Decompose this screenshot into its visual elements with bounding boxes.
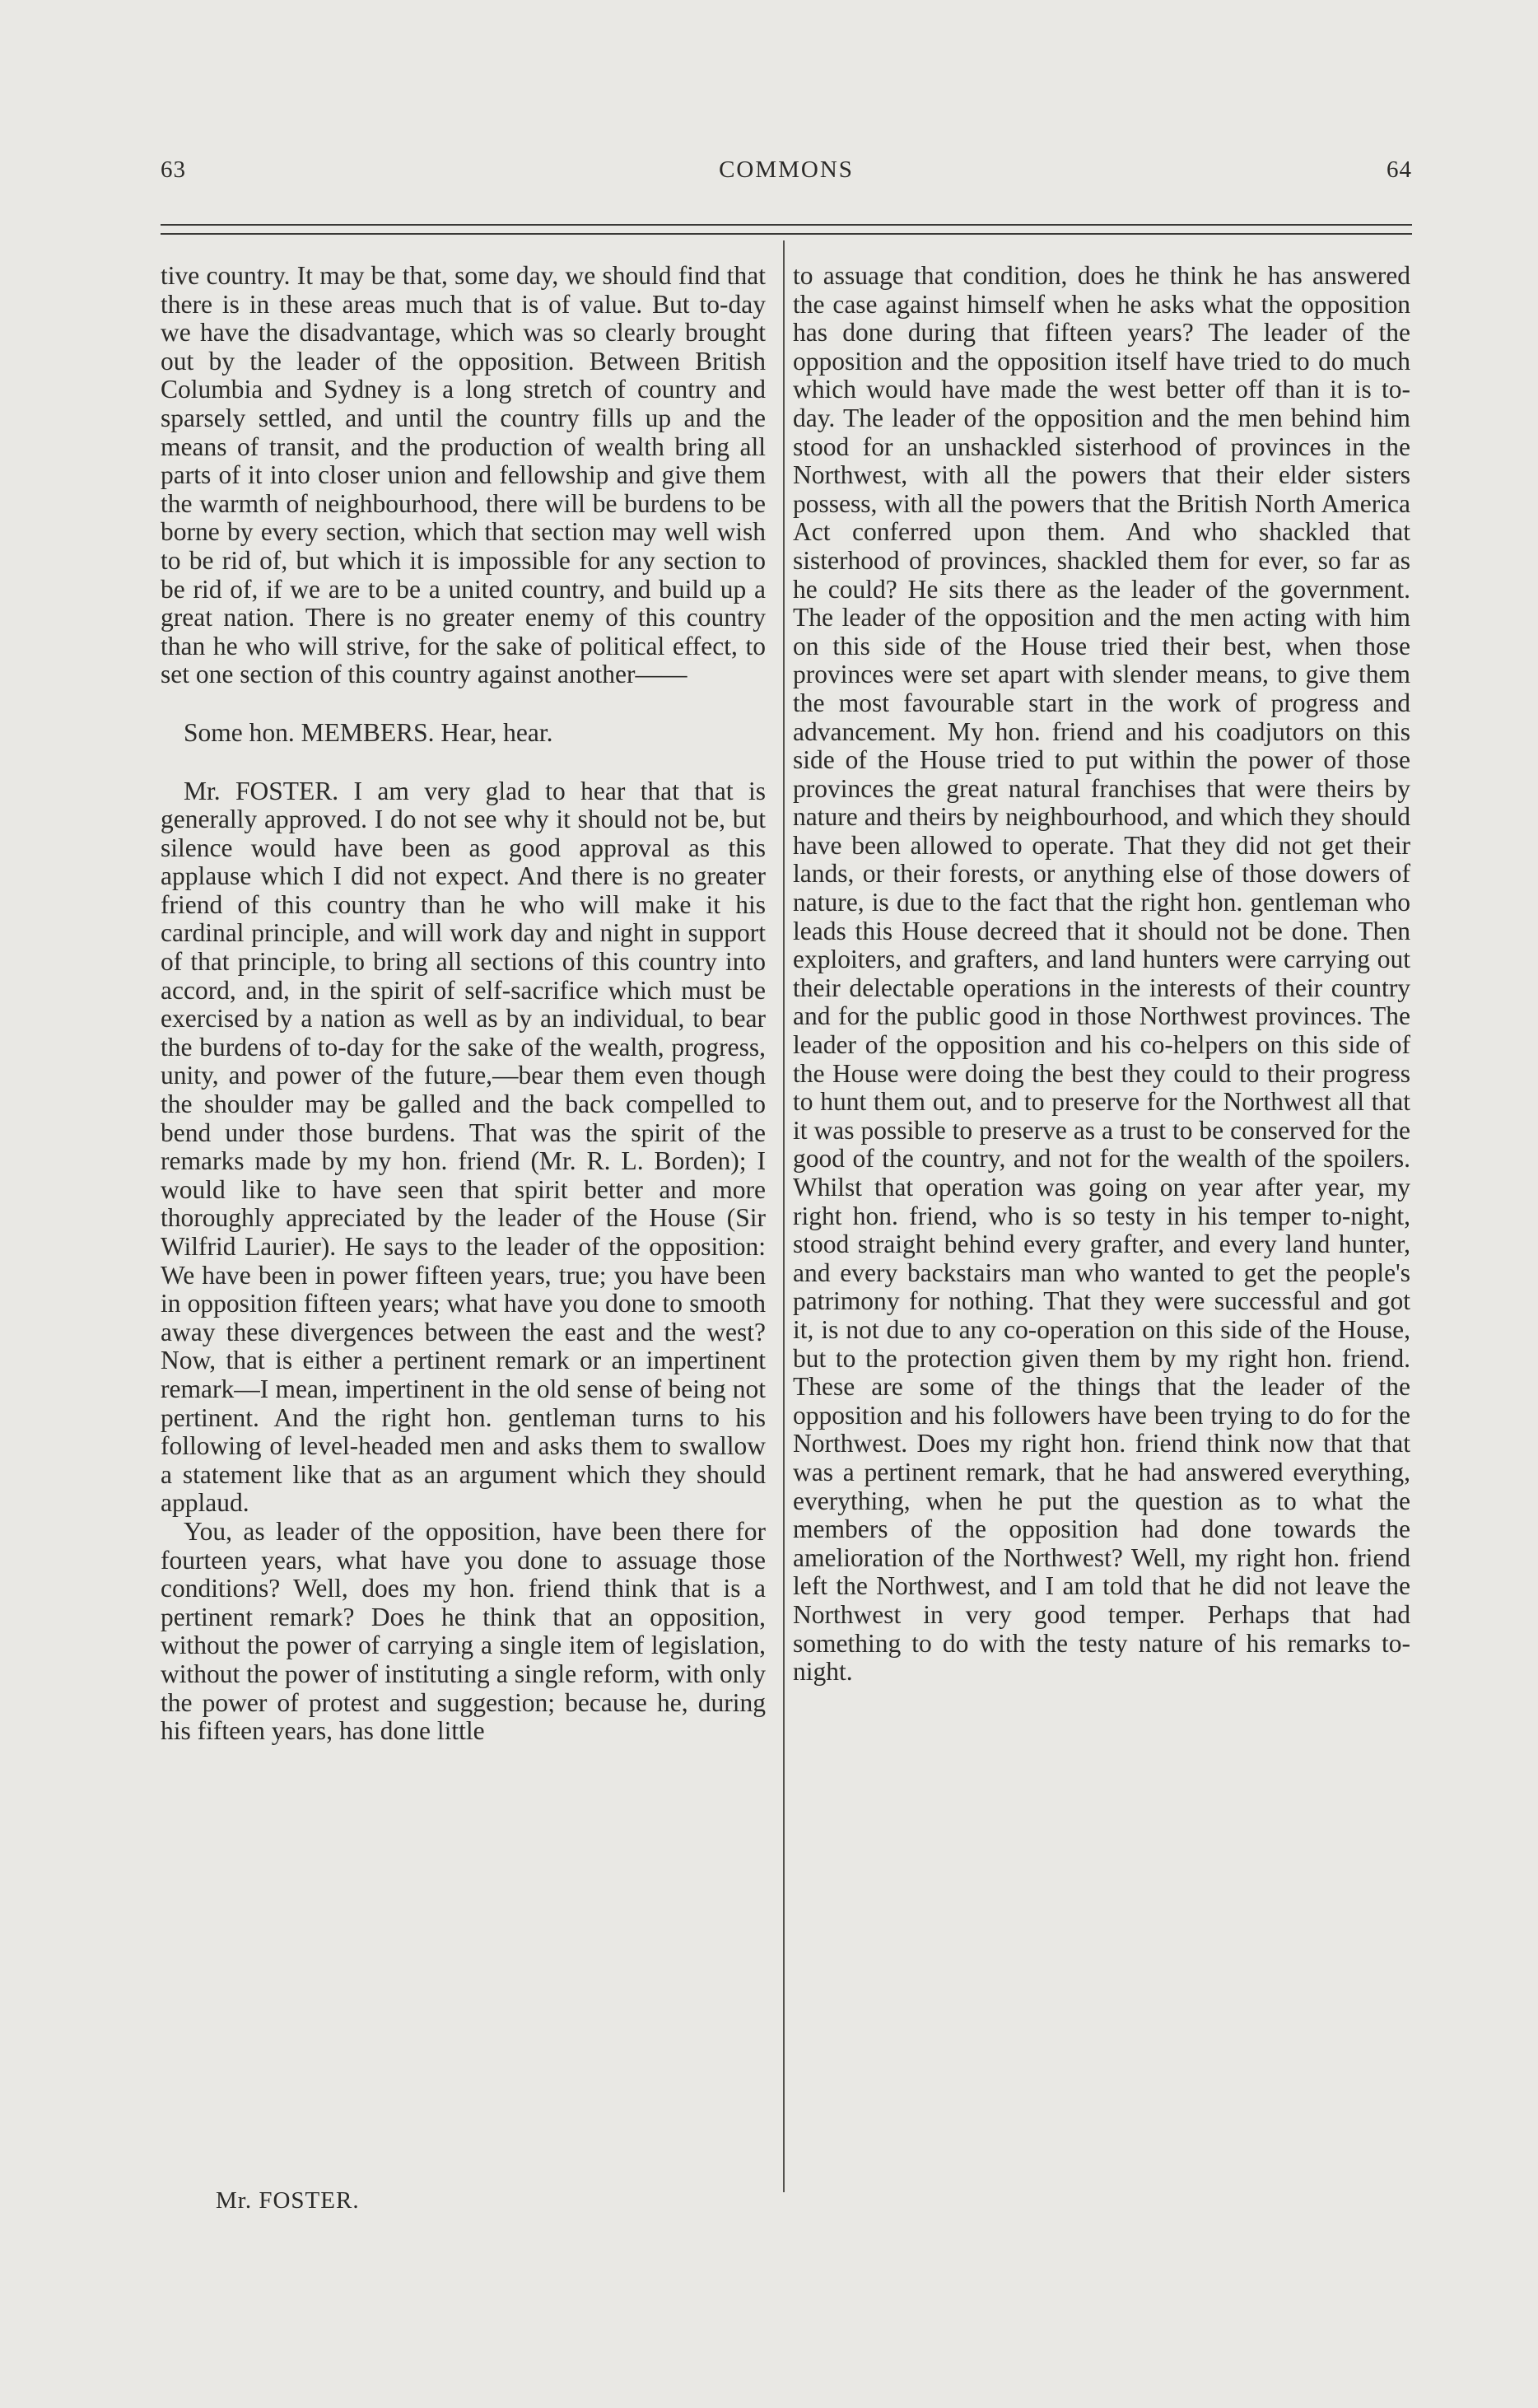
header-rule-bottom: [161, 233, 1412, 235]
column-divider: [783, 240, 785, 2192]
right-column: [793, 262, 1410, 1687]
left-column: [161, 262, 766, 1746]
footer-speaker: Mr. FOSTER.: [216, 2187, 360, 2214]
left-paragraph-3: Mr. FOSTER. I am very glad to hear that that is generally approved. I do not see why it should not be, but silence would have been as good approval as this applause which I did not expect. And there is no greater friend of this country than he who will make it his cardinal principle, and will work day and night in support of that principle, to bring all sections of this country into accord, and, in the spirit of self-sacrifice which must be exercised by a nation as well as by an individual, to bear the burdens of to-day for the sake of the wealth, progress, unity, and power of the future,—bear them even though the shoulder may be galled and the back compelled to bend under those burdens. That was the spirit of the remarks made by my hon. friend (Mr. R. L. Borden); I would like to have seen that spirit better and more thoroughly appreciated by the leader of the House (Sir Wilfrid Laurier). He says to the leader of the opposition: We have been in power fifteen years, true; you have been in opposition fifteen years; what have you done to smooth away these divergences between the east and the west? Now, that is either a pertinent remark or an impertinent remark—I mean, impertinent in the old sense of being not pertinent. And the right hon. gentleman turns to his following of level-headed men and asks them to swallow a statement like that as an argument which they should applaud.: [161, 776, 766, 1518]
left-paragraph-4: You, as leader of the opposition, have been there for fourteen years, what have you done to assuage those conditions? Well, does my hon. friend think that is a pertinent remark? Does he think that an opposition, without the power of carrying a single item of legislation, without the power of instituting a single reform, with only the power of protest and suggestion; because he, during his fifteen years, has done little: [161, 1516, 766, 1746]
right-paragraph-1: to assuage that condition, does he think he has answered the case against himself when he asks what the opposition has done during that fifteen years? The leader of the opposition and the opposition itself have tried to do much which would have made the west better off than it is to-day. The leader of the opposition and the men behind him stood for an unshackled sisterhood of provinces in the Northwest, with all the powers that their elder sisters possess, with all the powers that the British North America Act conferred upon them. And who shackled that sisterhood of provinces, shackled them for ever, so far as he could? He sits there as the leader of the government. The leader of the opposition and the men acting with him on this side of the House tried their best, when those provinces were set apart with slender means, to give them the most favourable start in the work of progress and advancement. My hon. friend and his coadjutors on this side of the House tried to put within the power of those provinces the great natural franchises that were theirs by nature and theirs by neighbourhood, and which they should have been allowed to operate. That they did not get their lands, or their forests, or anything else of those dowers of nature, is due to the fact that the right hon. gentleman who leads this House decreed that it should not be done. Then exploiters, and grafters, and land hunters were carrying out their delectable operations in the interests of their country and for the public good in those Northwest provinces. The leader of the opposition and his co-helpers on this side of the House were doing the best they could to their progress to hunt them out, and to preserve for the Northwest all that it was possible to preserve as a trust to be conserved for the good of the country, and not for the wealth of the spoilers. Whilst that operation was going on year after year, my right hon. friend, who is so testy in his temper to-night, stood straight behind every grafter, and every land hunter, and every backstairs man who wanted to get the people's patrimony for nothing. That they were successful and got it, is not due to any co-operation on this side of the House, but to the protection given them by my right hon. friend. These are some of the things that the leader of the opposition and his followers have been trying to do for the Northwest. Does my right hon. friend think now that that was a pertinent remark, that he had answered everything, everything, when he put the question as to what the members of the opposition had done towards the amelioration of the Northwest? Well, my right hon. friend left the Northwest, and I am told that he did not leave the Northwest in very good temper. Perhaps that had something to do with the testy nature of his remarks to-night.: [793, 261, 1410, 1687]
header-rule-top: [161, 224, 1412, 226]
page-header: [161, 156, 1412, 189]
left-paragraph-1: tive country. It may be that, some day, we should find that there is in these areas much that is of value. But to-day we have the disadvantage, which was so clearly brought out by the leader of the opposition. Between British Columbia and Sydney is a long stretch of country and sparsely settled, and until the country fills up and the means of transit, and the production of wealth bring all parts of it into closer union and fellowship and give them the warmth of neighbourhood, there will be burdens to be borne by every section, which that section may well wish to be rid of, but which it is impossible for any section to be rid of, if we are to be a united country, and build up a great nation. There is no greater enemy of this country than he who will strive, for the sake of political effect, to set one section of this country against another——: [161, 261, 766, 689]
left-page-number: 63: [161, 156, 186, 183]
left-paragraph-2: Some hon. MEMBERS. Hear, hear.: [184, 717, 553, 747]
right-page-number: 64: [1387, 156, 1412, 183]
running-head: COMMONS: [719, 156, 854, 183]
